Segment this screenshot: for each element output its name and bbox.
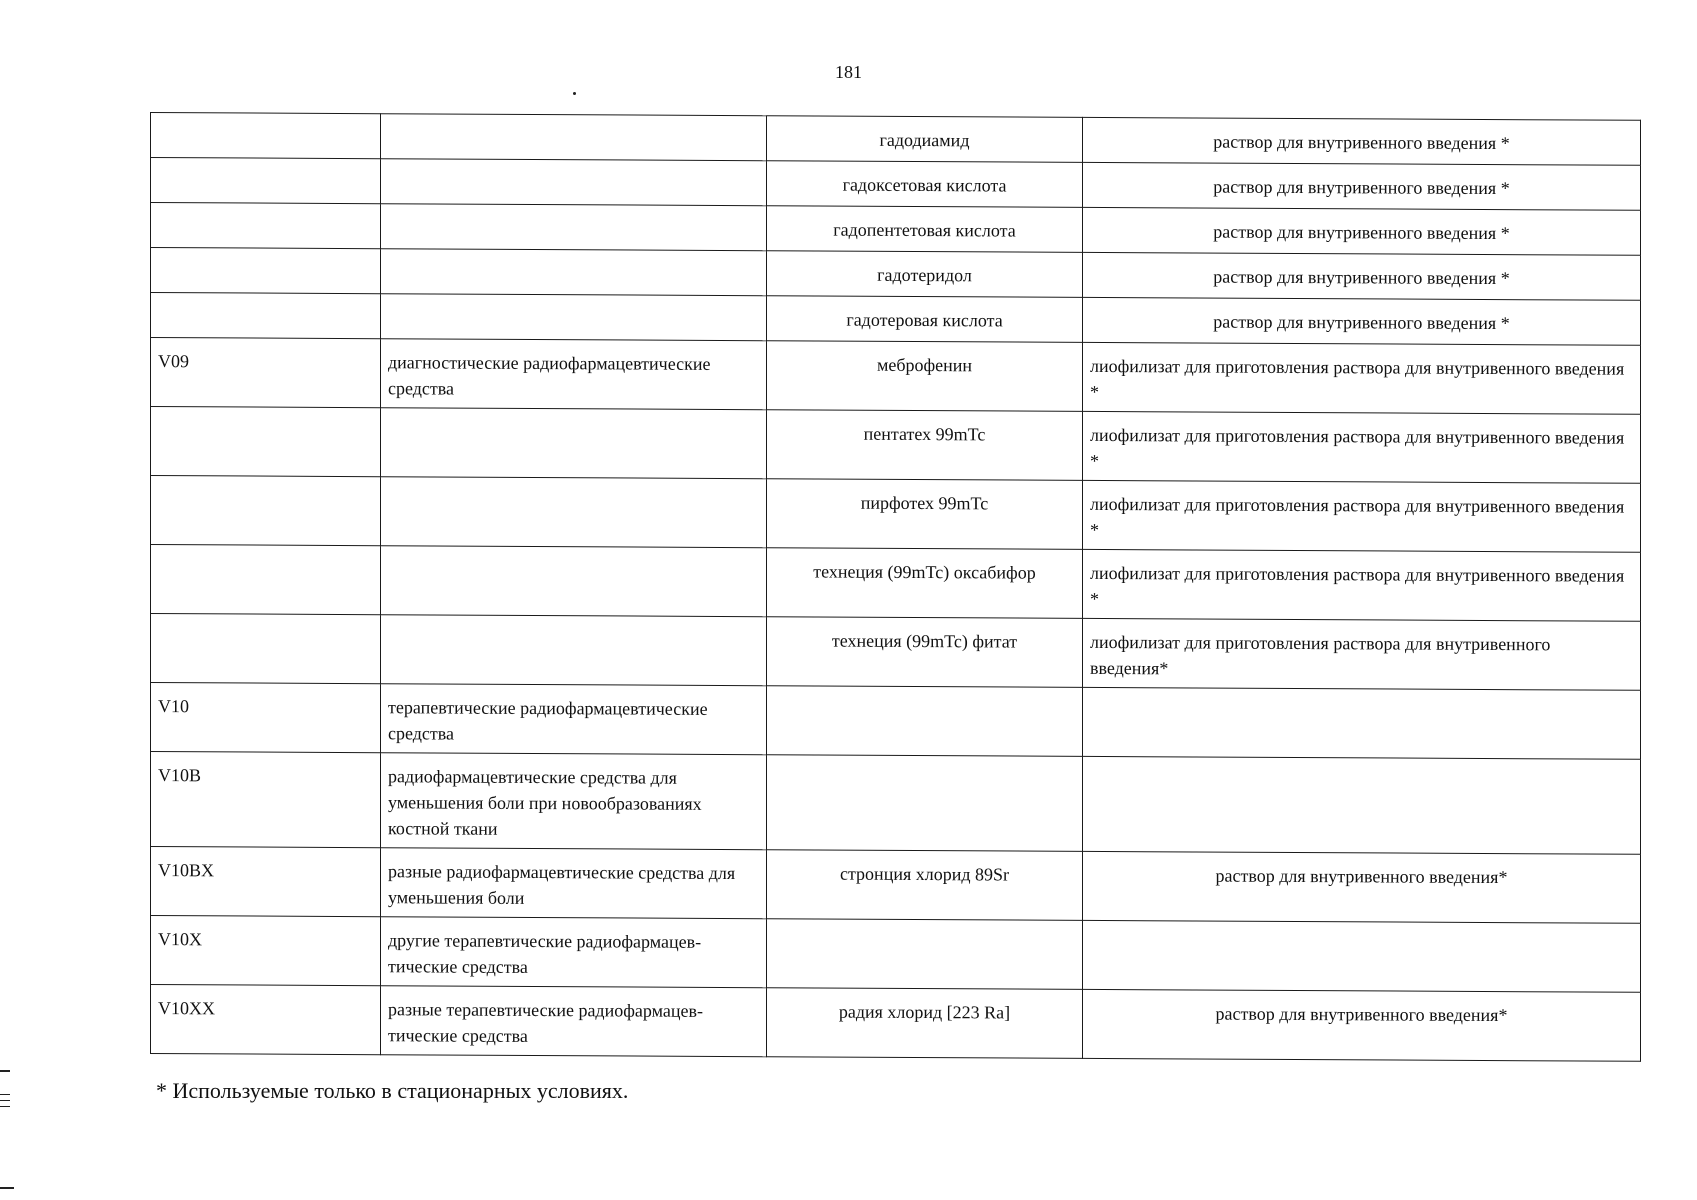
dosage-form-cell: раствор для внутривенного введения * [1083,162,1641,210]
scan-dot [573,92,576,95]
anatomic-group-cell [381,408,767,479]
page-number: 181 [835,62,862,82]
dosage-form-cell: раствор для внутривенного введения * [1083,252,1641,300]
scan-edge-mark [0,1106,10,1107]
table-row [151,476,1641,553]
drug-name-cell: гадодиамид [767,116,1083,163]
table-row [151,916,1641,993]
scan-edge-mark [0,1187,14,1189]
table-row [151,113,1641,166]
atc-code-cell: V10BX [151,847,381,917]
table-row [151,293,1641,346]
anatomic-group-cell [381,114,767,161]
drug-name-cell: гадоксетовая кислота [767,161,1083,208]
drug-table [150,112,1641,1062]
table-row [151,338,1641,415]
table-row [151,203,1641,256]
dosage-form-cell: раствор для внутривенного введения * [1083,207,1641,255]
table-row [151,614,1641,691]
drug-name-cell [767,755,1083,852]
anatomic-group-cell [381,159,767,206]
atc-code-cell [151,293,381,339]
atc-code-cell: V09 [151,338,381,408]
atc-code-cell [151,476,381,546]
table-row [151,158,1641,211]
dosage-form-cell: лиофилизат для приготовления раствора для внутривенного введения* [1083,618,1641,690]
drug-name-cell: технеция (99mTc) фитат [767,617,1083,688]
atc-code-cell [151,203,381,249]
anatomic-group-cell: другие терапевтические радиофармацев-тические средства [381,917,767,988]
anatomic-group-cell: диагностические радиофармацевтические средства [381,339,767,410]
anatomic-group-cell: радиофармацевтические средства для уменьшения боли при новообразованиях костной ткани [381,753,767,850]
table-row [151,407,1641,484]
dosage-form-cell [1083,687,1641,759]
atc-code-cell: V10 [151,683,381,753]
scan-edge-mark [0,1100,10,1101]
atc-code-cell [151,407,381,477]
drug-name-cell: меброфенин [767,341,1083,412]
anatomic-group-cell [381,615,767,686]
table-row [151,248,1641,301]
drug-name-cell: гадопентетовая кислота [767,206,1083,253]
scan-edge-mark [0,1094,10,1095]
dosage-form-cell: раствор для внутривенного введения * [1083,117,1641,165]
anatomic-group-cell [381,204,767,251]
atc-code-cell [151,158,381,204]
drug-name-cell [767,686,1083,757]
drug-name-cell: стронция хлорид 89Sr [767,850,1083,921]
drug-name-cell: пентатех 99mTc [767,410,1083,481]
dosage-form-cell: лиофилизат для приготовления раствора для внутривенного введения * [1083,549,1641,621]
atc-code-cell: V10X [151,916,381,986]
atc-code-cell [151,545,381,615]
atc-code-cell [151,248,381,294]
scan-edge-mark [0,1070,10,1072]
drug-name-cell: радия хлорид [223 Ra] [767,988,1083,1059]
dosage-form-cell: раствор для внутривенного введения * [1083,297,1641,345]
anatomic-group-cell [381,477,767,548]
anatomic-group-cell: разные радиофармацевтические средства для уменьшения боли [381,848,767,919]
footnote: * Используемые только в стационарных условиях. [156,1078,629,1103]
dosage-form-cell: раствор для внутривенного введения* [1083,851,1641,923]
dosage-form-cell [1083,920,1641,992]
atc-code-cell [151,614,381,684]
anatomic-group-cell: разные терапевтические радиофармацев-тические средства [381,986,767,1057]
dosage-form-cell: лиофилизат для приготовления раствора для внутривенного введения * [1083,342,1641,414]
drug-name-cell [767,919,1083,990]
table-row [151,985,1641,1062]
anatomic-group-cell [381,546,767,617]
table-row [151,683,1641,760]
table-row [151,847,1641,924]
anatomic-group-cell: терапевтические радиофармацевтические средства [381,684,767,755]
dosage-form-cell: лиофилизат для приготовления раствора для внутривенного введения * [1083,480,1641,552]
anatomic-group-cell [381,294,767,341]
table-body [151,113,1641,1062]
atc-code-cell: V10XX [151,985,381,1055]
drug-name-cell: гадотеридол [767,251,1083,298]
anatomic-group-cell [381,249,767,296]
atc-code-cell: V10B [151,752,381,848]
dosage-form-cell: лиофилизат для приготовления раствора для внутривенного введения * [1083,411,1641,483]
dosage-form-cell: раствор для внутривенного введения* [1083,989,1641,1061]
drug-name-cell: технеция (99mTc) оксабифор [767,548,1083,619]
table-row [151,752,1641,855]
atc-code-cell [151,113,381,159]
drug-name-cell: пирфотех 99mTc [767,479,1083,550]
table-row [151,545,1641,622]
dosage-form-cell [1083,756,1641,854]
drug-name-cell: гадотеровая кислота [767,296,1083,343]
